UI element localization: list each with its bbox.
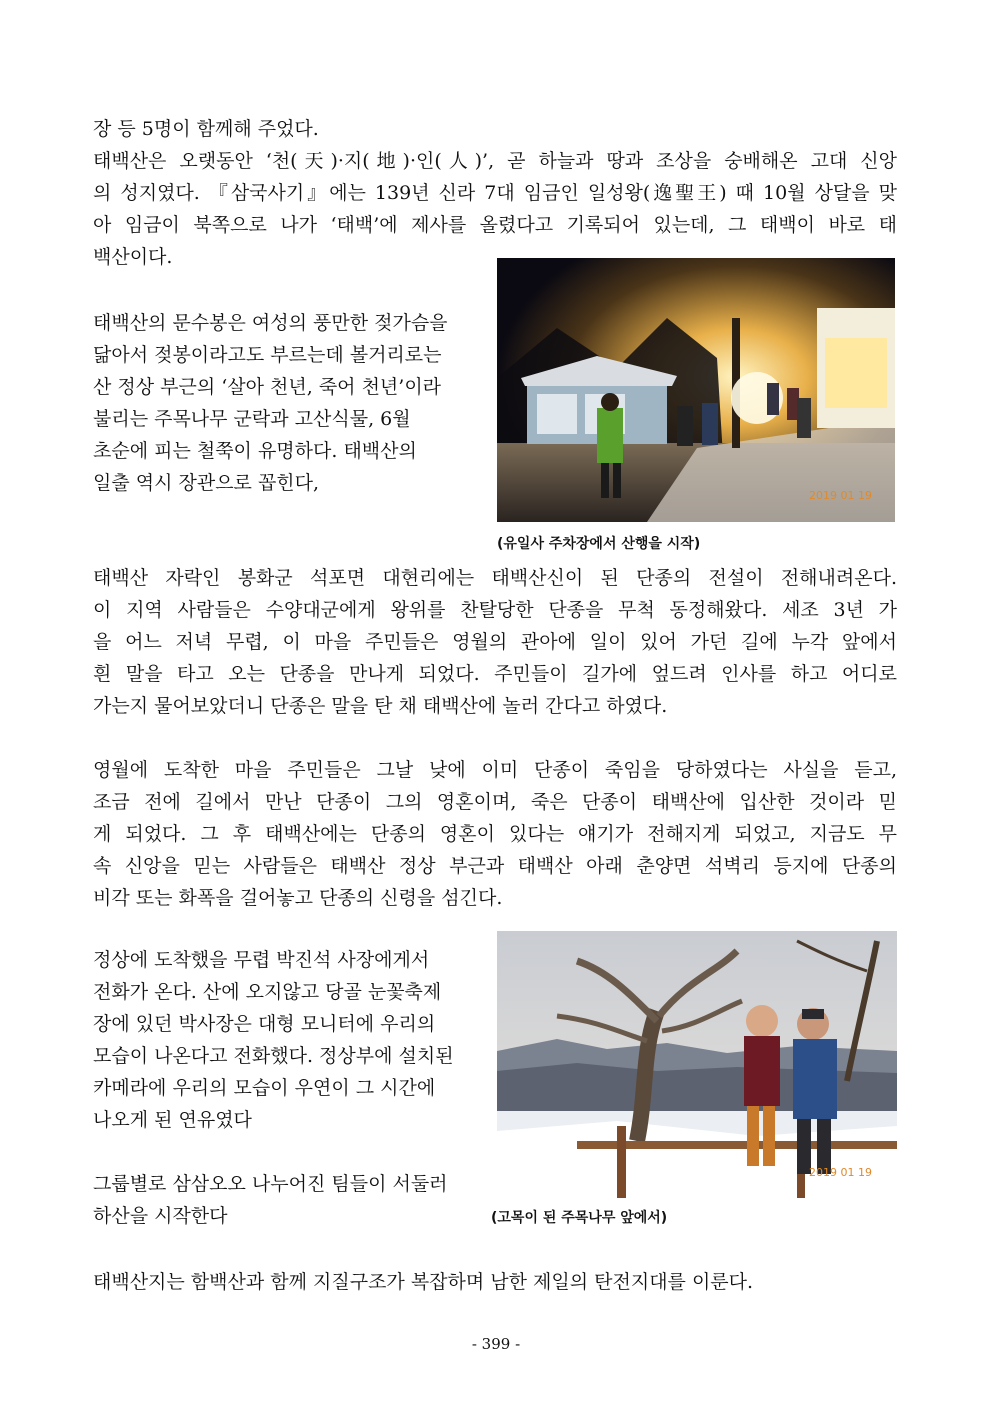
text-line: 영월에 도착한 마을 주민들은 그날 낮에 이미 단종이 죽임을 당하였다는 사실을 듣고, [93,759,897,781]
photo-date-stamp: 2019 01 19 [809,489,872,502]
text-line: 장에 있던 박사장은 대형 모니터에 우리의 [93,1013,436,1035]
text-line: 모습이 나온다고 전화했다. 정상부에 설치된 [93,1045,454,1067]
text-line: 의 성지였다. 『삼국사기』에는 139년 신라 7대 임금인 일성왕(逸聖王) 때 10월 상달을 맞 [93,182,897,204]
text-line: 태백산지는 함백산과 함께 지질구조가 복잡하며 남한 제일의 탄전지대를 이룬다. [93,1271,754,1293]
photo-illustration [497,931,897,1198]
text-line: 게 되었다. 그 후 태백산에는 단종의 영혼이 있다는 얘기가 전해지게 되었고, 지금도 무 [93,823,897,845]
text-line: 나오게 된 연유였다 [93,1109,252,1131]
text-line: 을 어느 저녁 무렵, 이 마을 주민들은 영월의 관아에 일이 있어 가던 길에 누각 앞에서 [93,631,897,653]
text-line: 태백산은 오랫동안 ‘천(天)·지(地)·인(人)’, 곧 하늘과 땅과 조상을 숭배해온 고대 신앙 [93,150,897,172]
text-line: 전화가 온다. 산에 오지않고 당골 눈꽃축제 [93,981,442,1003]
text-line: 가는지 물어보았더니 단종은 말을 탄 채 태백산에 놀러 간다고 하였다. [93,695,668,717]
yew-tree-hikers-photo [497,931,897,1198]
text-line: 일출 역시 장관으로 꼽힌다, [93,472,320,494]
text-line: 태백산 자락인 봉화군 석포면 대현리에는 태백산신이 된 단종의 전설이 전해내려온다. [93,567,897,589]
text-line: 하산을 시작한다 [93,1205,228,1227]
text-line: 속 신앙을 믿는 사람들은 태백산 정상 부근과 태백산 아래 춘양면 석벽리 등지에 단종의 [93,855,897,877]
text-line: 비각 또는 화폭을 걸어놓고 단종의 신령을 섬긴다. [93,887,503,909]
text-line: 산 정상 부근의 ‘살아 천년, 죽어 천년’이라 [93,376,442,398]
parking-lot-night-photo [497,258,895,522]
text-line: 아 임금이 북쪽으로 나가 ‘태백’에 제사를 올렸다고 기록되어 있는데, 그 태백이 바로 태 [93,214,897,236]
text-line: 흰 말을 타고 오는 단종을 만나게 되었다. 주민들이 길가에 엎드려 인사를 하고 어디로 [93,663,897,685]
text-line: 이 지역 사람들은 수양대군에게 왕위를 찬탈당한 단종을 무척 동정해왔다. 세조 3년 가 [93,599,897,621]
text-line: 백산이다. [93,246,173,268]
text-line: 장 등 5명이 함께해 주었다. [93,118,319,140]
text-line: 조금 전에 길에서 만난 단종이 그의 영혼이며, 죽은 단종이 태백산에 입산한 것이라 믿 [93,791,897,813]
photo-caption: (고목이 된 주목나무 앞에서) [491,1210,668,1226]
photo-illustration [497,258,895,522]
text-line: 닮아서 젖봉이라고도 부르는데 볼거리로는 [93,344,442,366]
text-line: 카메라에 우리의 모습이 우연이 그 시간에 [93,1077,436,1099]
photo-date-stamp: 2019 01 19 [809,1166,872,1179]
text-line: 불리는 주목나무 군락과 고산식물, 6월 [93,408,411,430]
text-line: 태백산의 문수봉은 여성의 풍만한 젖가슴을 [93,312,448,334]
text-line: 그룹별로 삼삼오오 나누어진 팀들이 서둘러 [93,1173,448,1195]
text-line: 초순에 피는 철쭉이 유명하다. 태백산의 [93,440,417,462]
page-number: - 399 - [471,1335,521,1353]
photo-caption: (유일사 주차장에서 산행을 시작) [497,536,701,552]
text-line: 정상에 도착했을 무렵 박진석 사장에게서 [93,949,430,971]
